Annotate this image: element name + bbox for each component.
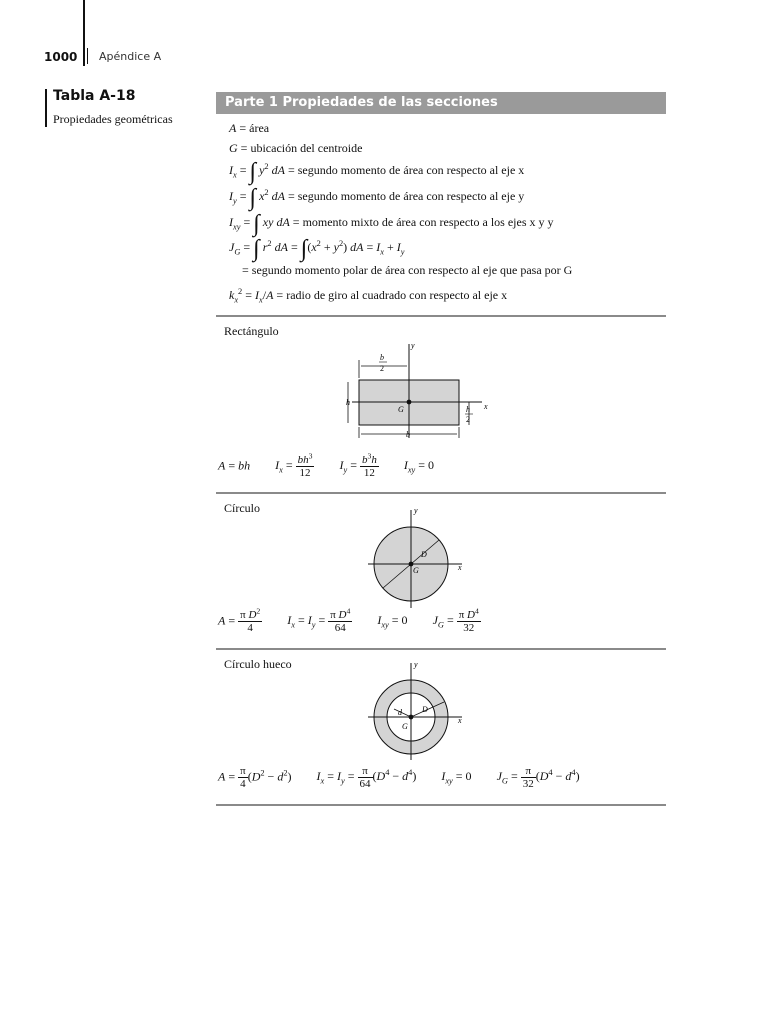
svg-text:y: y — [414, 506, 418, 515]
rectangle-formulas: A = bh $I_x$ = $\frac{bh^3}{12}$ $I_y$ = $\frac{b^3h}{12}$ $I_{xy} = 0$ — [218, 451, 435, 479]
section-label-circle: Círculo — [224, 501, 260, 515]
svg-text:b: b — [406, 430, 410, 439]
hollow-circle-formulas: A = $\frac{\pi}{4}$ $(D^2 - d^2) I_x = I_y$ = $\frac{\pi}{64}$ $(D^4 - d^4) I_{xy} = 0$ $J_G$ = $\frac{\pi}{32}$ $(D^4 - d^4)$ — [218, 765, 580, 790]
definition-k-text: radio de giro al cuadrado con respecto al eje x — [286, 288, 508, 302]
rule-definitions — [216, 315, 666, 317]
definition-ix: $I_x$ = ∫ $y^2$ dA = segundo momento de área con respecto al eje x — [229, 159, 525, 185]
svg-text:b: b — [380, 353, 384, 362]
x-axis-label: x — [484, 402, 488, 411]
circle-formulas: A = $\frac{\pi D^2}{4}$ $I_x = I_y$ = $\frac{\pi D^4}{64}$ $I_{xy} = 0$ $J_G$ = $\frac{\pi D^4}{32}$ — [218, 606, 479, 634]
header-rule — [83, 0, 85, 66]
table-title: Tabla A-18 — [53, 88, 136, 104]
part-header: Parte 1 Propiedades de las secciones — [216, 92, 666, 114]
appendix-label: Apéndice A — [99, 50, 162, 63]
svg-text:h: h — [466, 405, 470, 414]
svg-text:G: G — [402, 722, 408, 731]
definition-ixy: $I_{xy}$ = ∫ xy dA = momento mixto de área con respecto a los ejes x y y — [229, 211, 554, 237]
definition-jg-desc: = segundo momento polar de área con respecto al eje que pasa por G — [242, 263, 573, 277]
rule-circle — [216, 648, 666, 650]
section-label-rectangle: Rectángulo — [224, 324, 279, 338]
circle-figure — [360, 506, 470, 610]
definition-iy-text: segundo momento de área con respecto al eje y — [297, 189, 525, 203]
centroid-label: G — [398, 405, 404, 414]
definition-jg: $J_G$ = ∫ $r^2$ dA = $\int(x^2 + y^2)$ dA = $I_x + I_y$ — [229, 236, 405, 262]
rule-rectangle — [216, 492, 666, 494]
header-separator — [87, 48, 88, 64]
svg-text:D: D — [422, 705, 428, 714]
table-subtitle: Propiedades geométricas — [53, 112, 173, 126]
svg-text:h: h — [346, 398, 350, 407]
definition-area: A = área — [229, 121, 270, 135]
centroid-marker — [409, 715, 414, 720]
svg-text:d: d — [398, 708, 402, 717]
svg-text:2: 2 — [380, 364, 384, 373]
svg-text:x: x — [458, 563, 462, 572]
y-axis-label: y — [411, 341, 415, 350]
svg-text:y: y — [414, 660, 418, 669]
centroid-marker — [407, 400, 412, 405]
rule-hollow-circle — [216, 804, 666, 806]
svg-text:D: D — [421, 550, 427, 559]
definition-iy: $I_y$ = ∫ $x^2$ dA = segundo momento de área con respecto al eje y — [229, 185, 525, 211]
definition-ixy-text: momento mixto de área con respecto a los ejes x y y — [302, 215, 554, 229]
section-label-hollow-circle: Círculo hueco — [224, 657, 292, 671]
hollow-circle-figure — [360, 660, 470, 764]
svg-text:G: G — [413, 566, 419, 575]
svg-text:2: 2 — [466, 415, 470, 424]
page-number: 1000 — [44, 50, 78, 64]
definition-area-text: área — [249, 121, 270, 135]
definition-jg-text: segundo momento polar de área con respecto al eje que pasa por G — [251, 263, 573, 277]
definition-centroid: G = ubicación del centroide — [229, 141, 363, 155]
definition-centroid-text: ubicación del centroide — [250, 141, 363, 155]
rectangle-figure — [330, 340, 500, 442]
definition-ix-text: segundo momento de área con respecto al eje x — [297, 163, 525, 177]
table-title-rule — [45, 89, 47, 127]
svg-text:x: x — [458, 716, 462, 725]
definition-k: $k_x^2 = I_x/A$ = radio de giro al cuadrado con respecto al eje x — [229, 287, 508, 305]
